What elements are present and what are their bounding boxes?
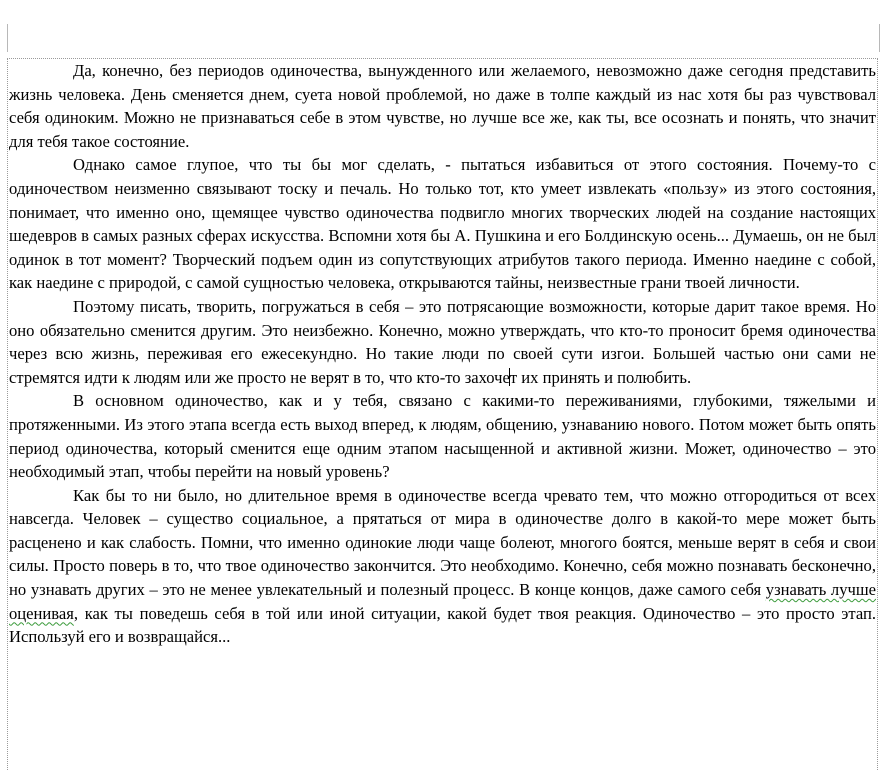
paragraph-2[interactable]: Однако самое глупое, что ты бы мог сделать, - пытаться избавиться от этого состояния. Почему-то с одиночеством неизменно связывают тоску и печаль. Но только тот, кто умеет извлекать «пользу» из этого состояния, понимает, что именно оно, щемящее чувство одиночества подвигло многих творческих людей на создание настоящих шедевров в самых разных сферах искусства. Вспомни хотя бы А. Пушкина и его Болдинскую осень... Думаешь, он не был одинок в тот момент? Творческий подъем один из сопутствующих атрибутов такого периода. Именно наедине с собой, как наедине с природой, с самой сущностью человека, открываются тайны, неизвестные грани твоей личности. bbox=[9, 155, 876, 293]
paragraph-5[interactable] bbox=[9, 484, 876, 649]
document-body[interactable] bbox=[7, 58, 878, 770]
paragraph-1[interactable]: Да, конечно, без периодов одиночества, вынужденного или желаемого, невозможно даже сегодня представить жизнь человека. День сменяется днем, суета новой проблемой, но даже в толпе каждый из нас хотя бы раз чувствовал себя одиноким. Можно не признаваться себе в этом чувстве, но лучше все же, как ты, все осознать и понять, что значит для тебя такое состояние. bbox=[9, 61, 876, 151]
paragraph-3-text-after-cursor: т их принять и полюбить. bbox=[509, 367, 692, 387]
paragraph-3[interactable] bbox=[9, 295, 876, 389]
paragraph-3-text-before-cursor: Поэтому писать, творить, погружаться в себя – это потрясающие возможности, которые дарит такое время. Но оно обязательно сменится другим. Это неизбежно. Конечно, можно утверждать, что кто-то проносит бремя одиночества через всю жизнь, переживая его ежесекундно. Но такие люди по своей сути изгои. Большей частью они сами не стремятся идти к людям или же просто не верят в то, что кто-то захоче bbox=[9, 296, 876, 387]
page-corner-mark-left bbox=[7, 24, 8, 52]
paragraph-5-text-start: Как бы то ни было, но длительное время в одиночестве всегда чревато тем, что можно отгородиться от всех навсегда. Человек – существо социальное, а прятаться от мира в одиночестве долго в какой-то мере может быть расценено и как слабость. Помни, что именно одинокие люди чаще болеют, многого боятся, меньше верят в себя и свои силы. Просто поверь в то, что твое одиночество закончится. Это необходимо. Конечно, себя можно познавать бесконечно, но узнавать других – это не менее увлекательный и полезный процесс. В конце концов, даже самого себя bbox=[9, 485, 876, 600]
page-corner-mark-right bbox=[879, 24, 880, 52]
paragraph-4[interactable]: В основном одиночество, как и у тебя, связано с какими-то переживаниями, глубокими, тяжелыми и протяженными. Из этого этапа всегда есть выход вперед, к людям, общению, узнаванию нового. Потом может быть опять период одиночества, который сменится еще одним этапом насыщенной и активной жизни. Может, одиночество – это необходимый этап, чтобы перейти на новый уровень? bbox=[9, 391, 876, 482]
paragraph-5-text-end: , как ты поведешь себя в той или иной ситуации, какой будет твоя реакция. Одиночество – это просто этап. Используй его и возвращайся... bbox=[9, 603, 876, 647]
grammar-check-underline[interactable]: узнавать лучше оценивая bbox=[9, 580, 876, 623]
